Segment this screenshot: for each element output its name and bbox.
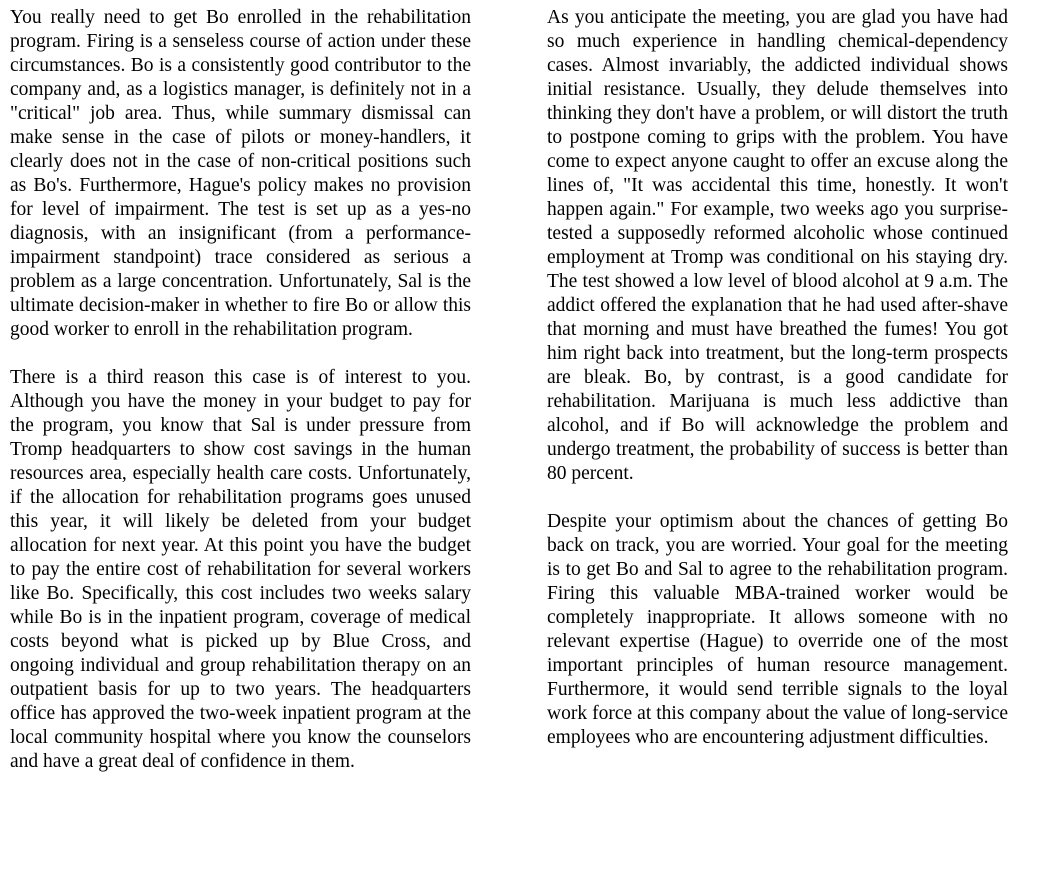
paragraph-right-1: As you anticipate the meeting, you are glad you have had so much experience in handling chemical-dependency cases. Almost invariably, the addicted individual shows initial resistance. Usually, they delude themselves into thinking they don't have a problem, or will distort the truth to postpone coming to grips with the problem. You have come to expect anyone caught to offer an excuse along the lines of, "It was accidental this time, honestly. It won't happen again." For example, two weeks ago you surprise-tested a supposedly reformed alcoholic whose continued employment at Tromp was conditional on his staying dry. The test showed a low level of blood alcohol at 9 a.m. The addict offered the explanation that he had used after-shave that morning and must have breathed the fumes! You got him right back into treatment, but the long-term prospects are bleak. Bo, by contrast, is a good candidate for rehabilitation. Marijuana is much less addictive than alcohol, and if Bo will acknowledge the problem and undergo treatment, the probability of success is better than 80 percent. — [547, 7, 1008, 484]
left-column — [10, 6, 471, 798]
right-column — [547, 6, 1008, 774]
paragraph-left-1: You really need to get Bo enrolled in the rehabilitation program. Firing is a senseless course of action under these circumstances. Bo is a consistently good contributor to the company and, as a logistics manager, is definitely not in a "critical" job area. Thus, while summary dismissal can make sense in the case of pilots or money-handlers, it clearly does not in the case of non-critical positions such as Bo's. Furthermore, Hague's policy makes no provision for level of impairment. The test is set up as a yes-no diagnosis, with an insignificant (from a performance-impairment standpoint) trace considered as serious a problem as a large concentration. Unfortunately, Sal is the ultimate decision-maker in whether to fire Bo or allow this good worker to enroll in the rehabilitation program. — [10, 7, 471, 340]
paragraph-right-2: Despite your optimism about the chances of getting Bo back on track, you are worried. Your goal for the meeting is to get Bo and Sal to agree to the rehabilitation program. Firing this valuable MBA-trained worker would be completely inappropriate. It allows someone with no relevant expertise (Hague) to override one of the most important principles of human resource management. Furthermore, it would send terrible signals to the loyal work force at this company about the value of long-service employees who are encountering adjustment difficulties. — [547, 511, 1008, 748]
paragraph-left-2: There is a third reason this case is of interest to you. Although you have the money in your budget to pay for the program, you know that Sal is under pressure from Tromp headquarters to show cost savings in the human resources area, especially health care costs. Unfortunately, if the allocation for rehabilitation programs goes unused this year, it will likely be deleted from your budget allocation for next year. At this point you have the budget to pay the entire cost of rehabilitation for several workers like Bo. Specifically, this cost includes two weeks salary while Bo is in the inpatient program, coverage of medical costs beyond what is picked up by Blue Cross, and ongoing individual and group rehabilitation therapy on an outpatient basis for up to two years. The headquarters office has approved the two-week inpatient program at the local community hospital where you know the counselors and have a great deal of confidence in them. — [10, 367, 471, 772]
